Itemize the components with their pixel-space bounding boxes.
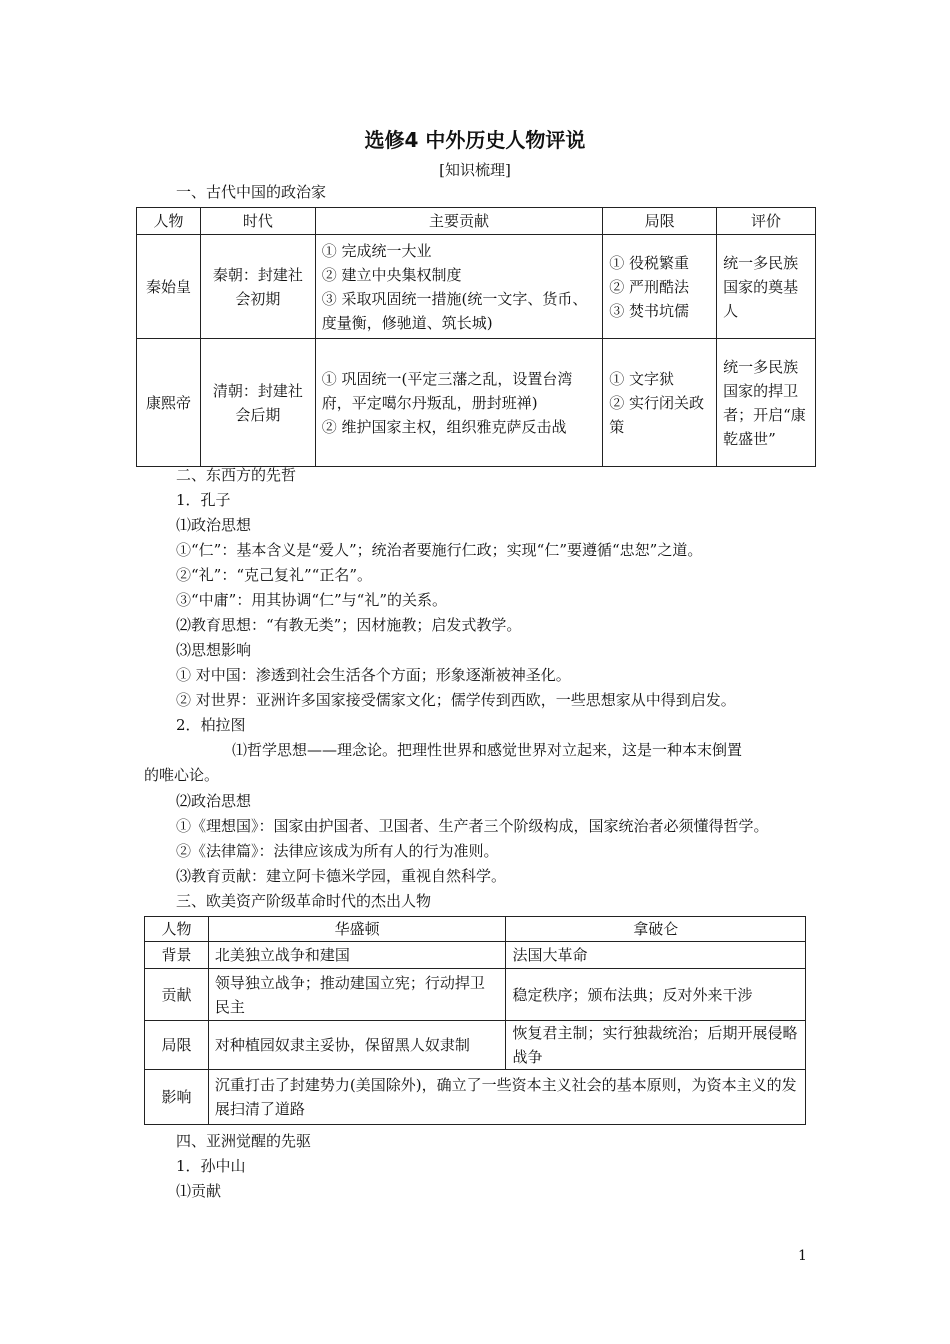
text-line: ①“仁”：基本含义是“爱人”；统治者要施行仁政；实现“仁”要遵循“忠恕”之道。 [176,541,703,559]
limitation-cell: ① 文字狱 ② 实行闭关政策 [603,339,717,467]
table-row [145,942,806,969]
napoleon-cell: 稳定秩序；颁布法典；反对外来干涉 [506,969,806,1021]
text-line: 2．柏拉图 [176,716,246,734]
text-line: ⑶思想影响 [176,641,252,659]
text-line: ⑵政治思想 [176,792,252,810]
evaluation-cell: 统一多民族国家的捍卫者；开启“康乾盛世” [717,339,816,467]
section-subtitle: [知识梳理] [439,161,511,179]
washington-cell: 北美独立战争和建国 [208,942,506,969]
impact-cell: 沉重打击了封建势力(美国除外)，确立了一些资本主义社会的基本原则，为资本主义的发展扫清了道路 [208,1070,805,1125]
revolution-figures-table [144,916,806,1125]
page-title: 选修4 中外历史人物评说 [364,128,586,152]
era-cell: 清朝：封建社会后期 [200,339,315,467]
header-cell: 局限 [603,208,717,235]
person-cell: 秦始皇 [137,235,201,339]
header-cell: 评价 [717,208,816,235]
washington-cell: 对种植园奴隶主妥协，保留黑人奴隶制 [208,1021,506,1070]
table-row [145,969,806,1021]
row-label: 背景 [145,942,209,969]
text-line: ③“中庸”：用其协调“仁”与“礼”的关系。 [176,591,448,609]
text-line: ⑴贡献 [176,1182,222,1200]
table-row [137,235,816,339]
header-cell: 主要贡献 [315,208,602,235]
limitation-cell: ① 役税繁重 ② 严刑酷法 ③ 焚书坑儒 [603,235,717,339]
section-heading-4: 四、亚洲觉醒的先驱 [176,1132,312,1150]
contribution-cell: ① 巩固统一(平定三藩之乱，设置台湾府，平定噶尔丹叛乱，册封班禅) ② 维护国家主权，组织雅克萨反击战 [315,339,602,467]
text-line: ② 对世界：亚洲许多国家接受儒家文化；儒学传到西欧，一些思想家从中得到启发。 [176,691,736,709]
text-line: ⑶教育贡献：建立阿卡德米学园，重视自然科学。 [176,867,507,885]
section-heading-3: 三、欧美资产阶级革命时代的杰出人物 [176,892,432,910]
header-cell: 拿破仑 [506,917,806,942]
text-line: ⑵教育思想：“有教无类”；因材施教；启发式教学。 [176,616,522,634]
contribution-cell: ① 完成统一大业 ② 建立中央集权制度 ③ 采取巩固统一措施(统一文字、货币、度量衡，修驰道、筑长城) [315,235,602,339]
row-label: 贡献 [145,969,209,1021]
washington-cell: 领导独立战争；推动建国立宪；行动捍卫民主 [208,969,506,1021]
header-cell: 华盛顿 [208,917,506,942]
row-label: 影响 [145,1070,209,1125]
text-line: ②《法律篇》：法律应该成为所有人的行为准则。 [176,842,499,860]
table-row [145,1070,806,1125]
section-heading-2: 二、东西方的先哲 [176,466,297,484]
table-row [145,1021,806,1070]
section-heading-1: 一、古代中国的政治家 [176,183,327,201]
napoleon-cell: 法国大革命 [506,942,806,969]
page-number: 1 [798,1248,807,1264]
person-cell: 康熙帝 [137,339,201,467]
row-label: 局限 [145,1021,209,1070]
text-line: 1．孔子 [176,491,231,509]
paragraph-line: 的唯心论。 [144,766,220,784]
header-cell: 人物 [137,208,201,235]
napoleon-cell: 恢复君主制；实行独裁统治；后期开展侵略战争 [506,1021,806,1070]
evaluation-cell: 统一多民族国家的奠基人 [717,235,816,339]
header-cell: 时代 [200,208,315,235]
era-cell: 秦朝：封建社会初期 [200,235,315,339]
politicians-table [136,207,816,467]
text-line: 1．孙中山 [176,1157,246,1175]
table-row [137,339,816,467]
text-line: ①《理想国》：国家由护国者、卫国者、生产者三个阶级构成，国家统治者必须懂得哲学。 [176,817,769,835]
text-line: ① 对中国：渗透到社会生活各个方面；形象逐渐被神圣化。 [176,666,571,684]
text-line: ②“礼”：“克己复礼”“正名”。 [176,566,373,584]
header-cell: 人物 [145,917,209,942]
paragraph-line: ⑴哲学思想——理念论。把理性世界和感觉世界对立起来，这是一种本末倒置 [232,741,743,759]
text-line: ⑴政治思想 [176,516,252,534]
